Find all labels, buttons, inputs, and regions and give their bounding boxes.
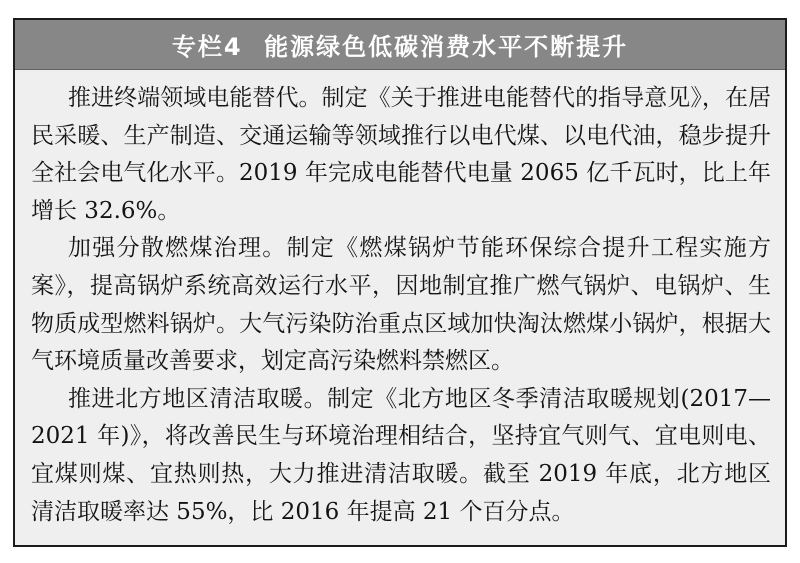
box-title: 能源绿色低碳消费水平不断提升 bbox=[264, 33, 629, 61]
box-header bbox=[15, 20, 785, 70]
paragraph-northern-clean-heating: 推进北方地区清洁取暖。制定《北方地区冬季清洁取暖规划(2017—2021 年)》，将改善民生与环境治理相结合，坚持宜气则气、宜电则电、宜煤则煤、宜热则热，大力推进清洁取暖。截至 2019 年底，北方地区清洁取暖率达 55%，比 2016 年提高 21 个百分点。 bbox=[31, 385, 771, 525]
paragraph-dispersed-coal-treatment: 加强分散燃煤治理。制定《燃煤锅炉节能环保综合提升工程实施方案》，提高锅炉系统高效运行水平，因地制宜推广燃气锅炉、电锅炉、生物质成型燃料锅炉。大气污染防治重点区域加快淘汰燃煤小锅炉，根据大气环境质量改善要求，划定高污染燃料禁燃区。 bbox=[31, 235, 771, 375]
box-body bbox=[15, 70, 785, 531]
paragraph-electricity-substitution: 推进终端领域电能替代。制定《关于推进电能替代的指导意见》，在居民采暖、生产制造、交通运输等领域推行以电代煤、以电代油，稳步提升全社会电气化水平。2019 年完成电能替代电量 2065 亿千瓦时，比上年增长 32.6%。 bbox=[31, 85, 771, 224]
box-label: 专栏4 bbox=[171, 33, 243, 61]
box-4-panel bbox=[13, 18, 787, 547]
